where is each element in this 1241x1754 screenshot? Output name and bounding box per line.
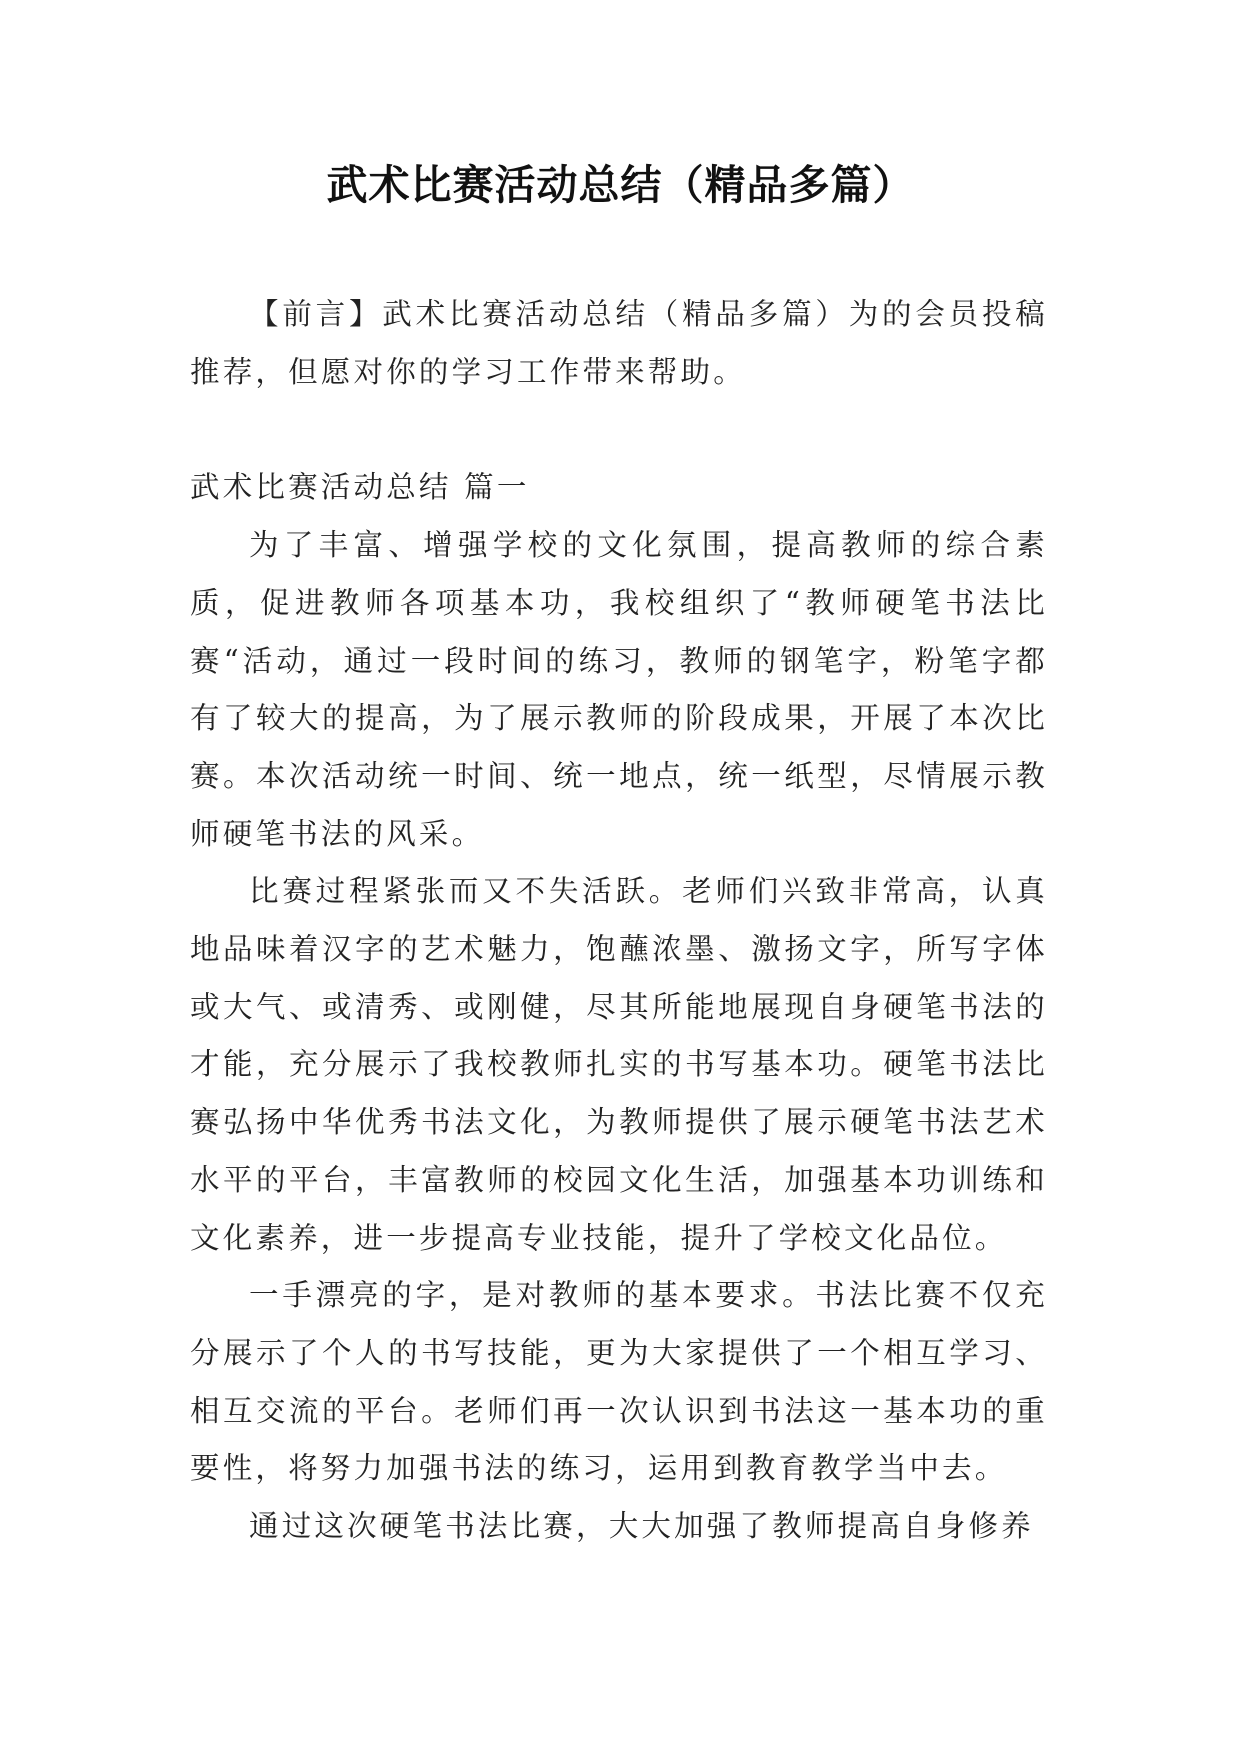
- preface-paragraph: 【前言】武术比赛活动总结（精品多篇）为的会员投稿推荐，但愿对你的学习工作带来帮助。: [190, 297, 1048, 389]
- body-paragraph-1: 为了丰富、增强学校的文化氛围，提高教师的综合素质，促进教师各项基本功，我校组织了“教师硬笔书法比赛“活动，通过一段时间的练习，教师的钢笔字，粉笔字都有了较大的提高，为了展示教师的阶段成果，开展了本次比赛。本次活动统一时间、统一地点，统一纸型，尽情展示教师硬笔书法的风采。: [190, 528, 1048, 851]
- section-heading: 武术比赛活动总结 篇一: [190, 470, 530, 505]
- body-paragraph-2: 比赛过程紧张而又不失活跃。老师们兴致非常高，认真地品味着汉字的艺术魅力，饱蘸浓墨、激扬文字，所写字体或大气、或清秀、或刚健，尽其所能地展现自身硬笔书法的才能，充分展示了我校教师扎实的书写基本功。硬笔书法比赛弘扬中华优秀书法文化，为教师提供了展示硬笔书法艺术水平的平台，丰富教师的校园文化生活，加强基本功训练和文化素养，进一步提高专业技能，提升了学校文化品位。: [190, 874, 1048, 1255]
- body-paragraph-3: 一手漂亮的字，是对教师的基本要求。书法比赛不仅充分展示了个人的书写技能，更为大家提供了一个相互学习、相互交流的平台。老师们再一次认识到书法这一基本功的重要性，将努力加强书法的练习，运用到教育教学当中去。: [190, 1278, 1048, 1486]
- body-paragraph-4: 通过这次硬笔书法比赛，大大加强了教师提高自身修养: [249, 1509, 1034, 1544]
- document-title: 武术比赛活动总结（精品多篇）: [326, 161, 915, 209]
- document-body: [190, 286, 1048, 1556]
